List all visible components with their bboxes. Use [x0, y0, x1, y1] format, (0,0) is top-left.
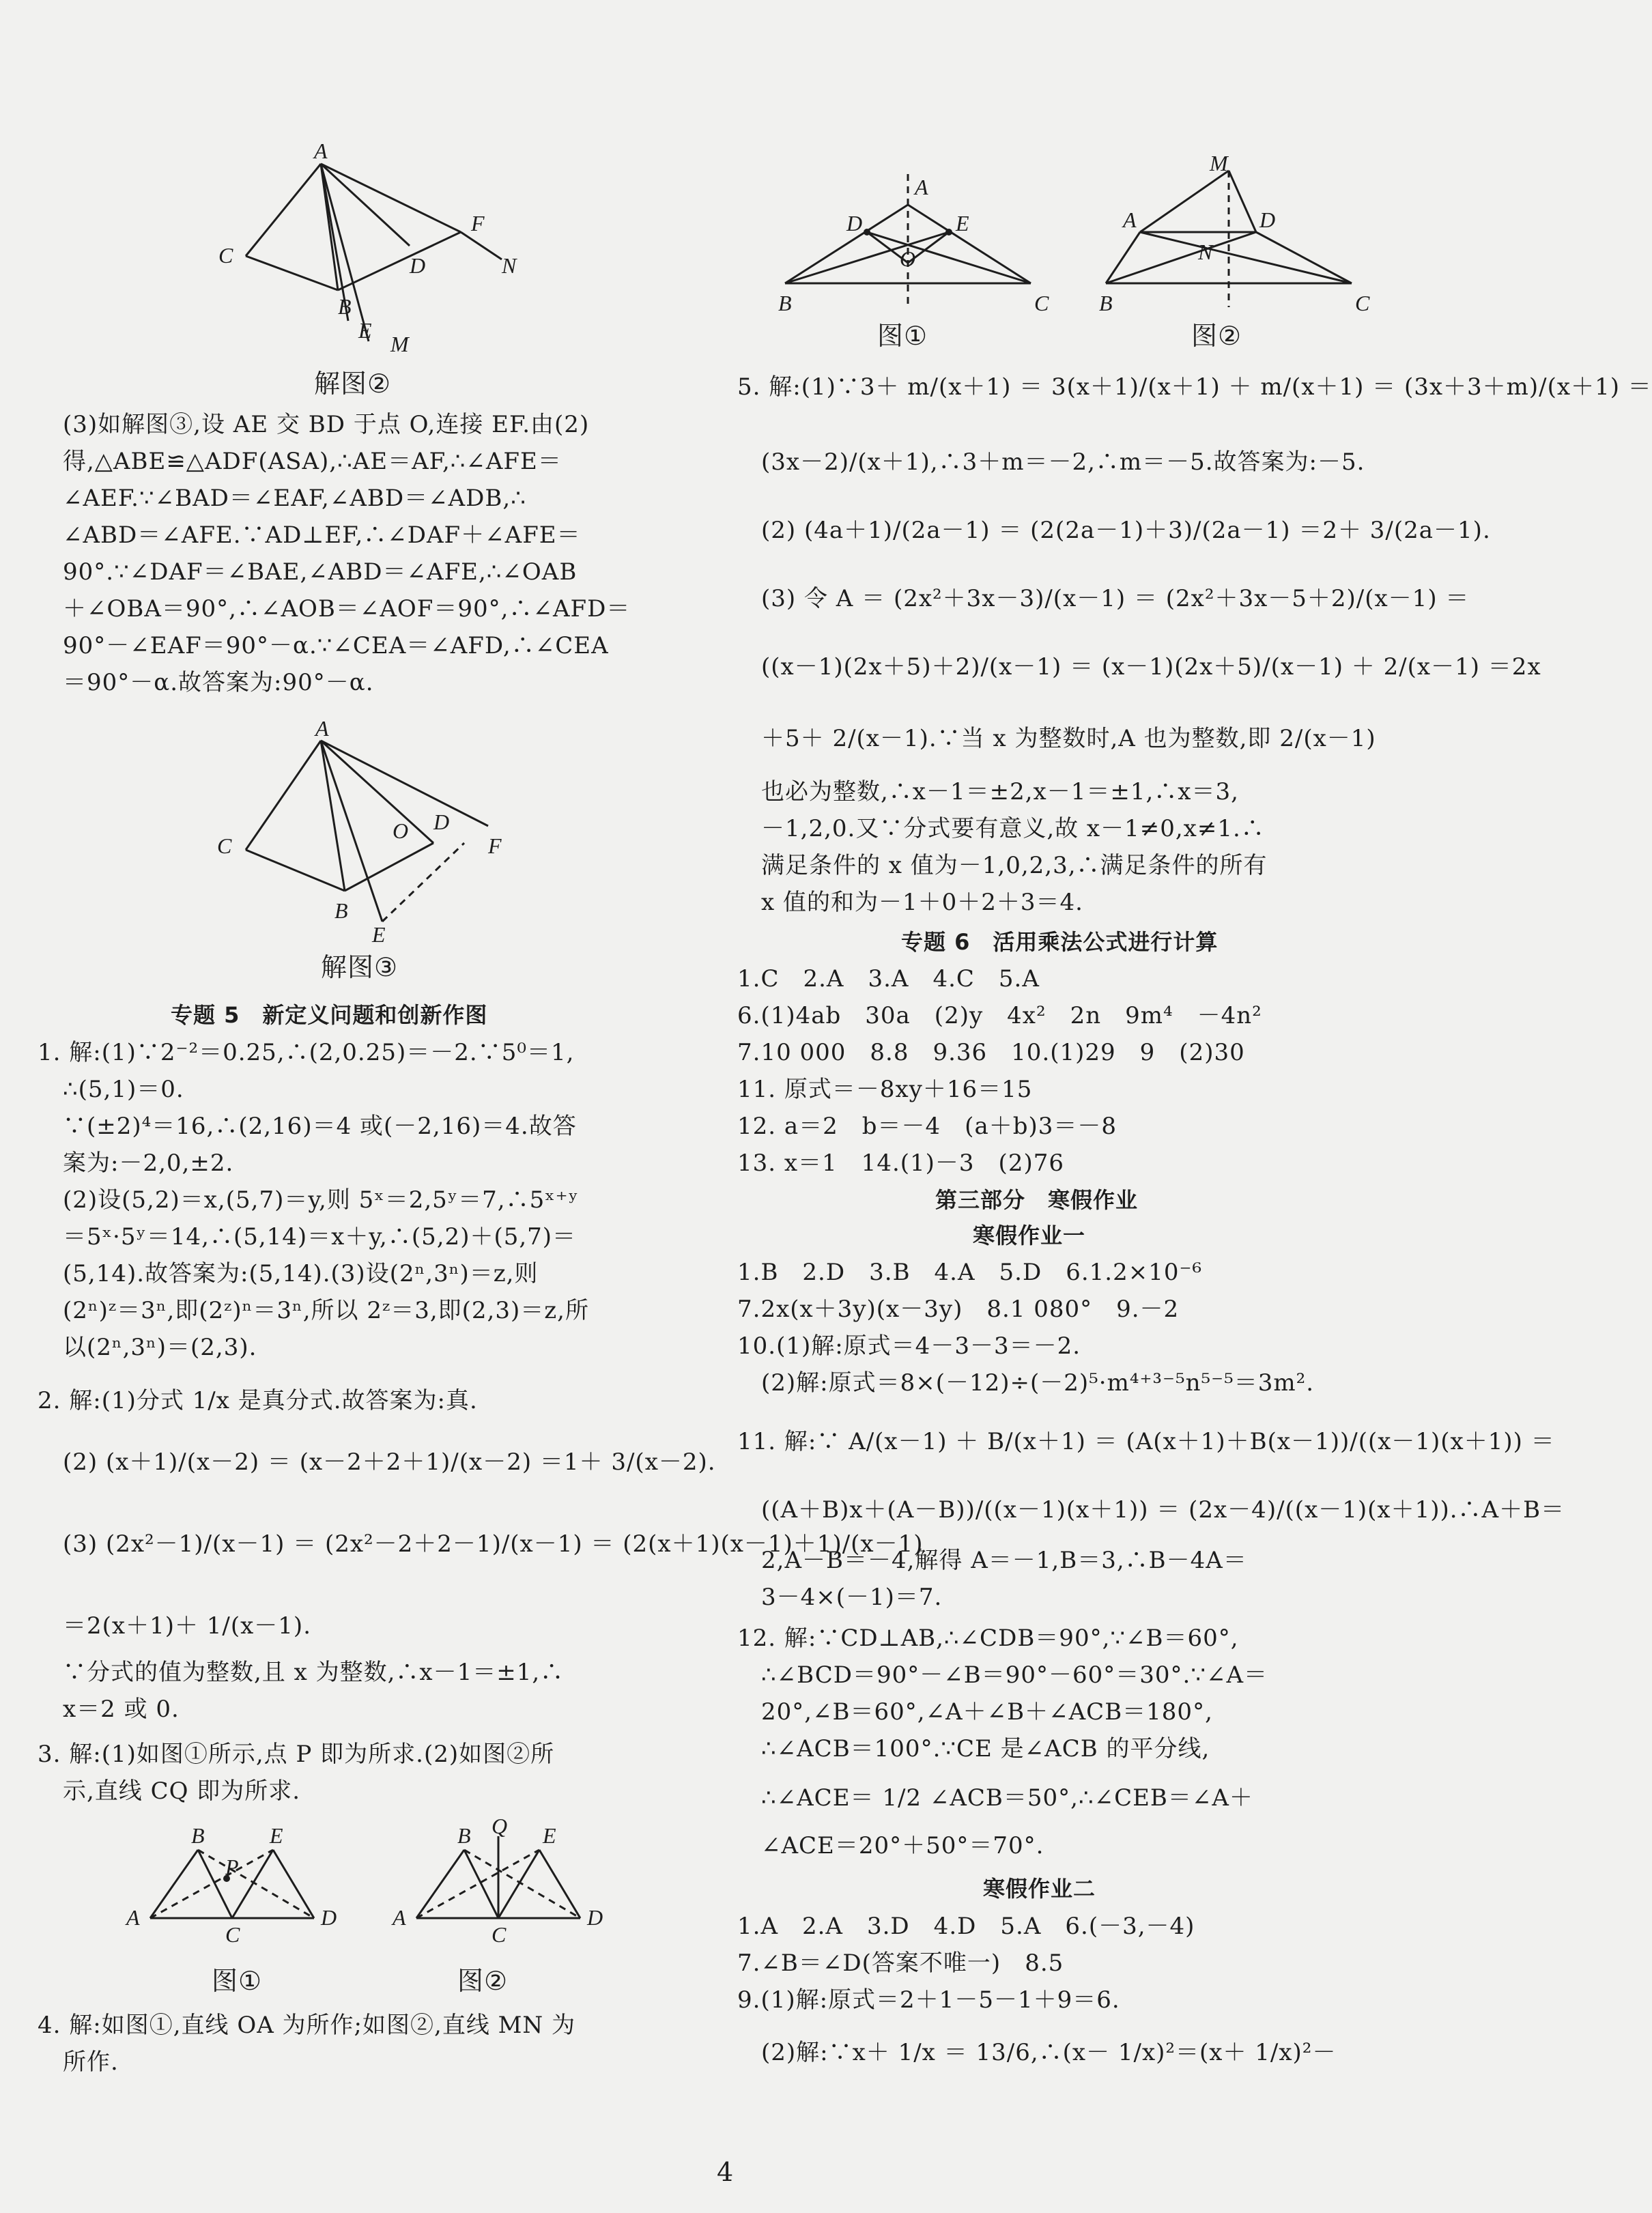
- fig-label: C: [492, 1922, 507, 1947]
- fig-label: D: [410, 253, 426, 278]
- fig-label: C: [1034, 291, 1049, 315]
- text-line: 12. 解:∵CD⊥AB,∴∠CDB＝90°,∵∠B＝60°,: [737, 1625, 1239, 1652]
- section-title: 寒假作业一: [973, 1223, 1086, 1248]
- text-line: (2)解:原式＝8×(－12)÷(－2)⁵·m⁴⁺³⁻⁵n⁵⁻⁵＝3m².: [761, 1369, 1315, 1397]
- fig-label: E: [956, 211, 969, 235]
- fig-label: F: [488, 833, 502, 858]
- text-line: 11. 原式＝－8xy＋16＝15: [737, 1076, 1033, 1103]
- text-line: 2. 解:(1)分式 1/x 是真分式.故答案为:真.: [38, 1387, 478, 1414]
- figure-q3-2: [389, 1814, 635, 1959]
- fig-label: P: [225, 1855, 239, 1879]
- text-line: 1. 解:(1)∵2⁻²＝0.25,∴(2,0.25)＝－2.∵5⁰＝1,: [38, 1039, 575, 1066]
- fig-label: M: [1210, 151, 1228, 175]
- text-line: ∴(5,1)＝0.: [63, 1076, 184, 1103]
- text-line: 7.10 000 8.8 9.36 10.(1)29 9 (2)30: [737, 1039, 1245, 1066]
- text-line: ∵分式的值为整数,且 x 为整数,∴x－1＝±1,∴: [63, 1659, 565, 1686]
- fig-label: O: [393, 818, 409, 843]
- text-line: 得,△ABE≌△ADF(ASA),∴AE＝AF,∴∠AFE＝: [63, 448, 562, 475]
- text-line: (3) 令 A ＝ (2x²＋3x－3)/(x－1) ＝ (2x²＋3x－5＋2)/(x－1) ＝: [761, 585, 1470, 612]
- figure-caption: 解图②: [314, 369, 392, 399]
- text-line: (3x－2)/(x＋1),∴3＋m＝－2,∴m＝－5.故答案为:－5.: [761, 448, 1365, 476]
- text-line: ∴∠ACE＝ 1/2 ∠ACB＝50°,∴∠CEB＝∠A＋: [761, 1784, 1253, 1812]
- text-line: 2,A－B＝－4,解得 A＝－1,B＝3,∴B－4A＝: [761, 1547, 1247, 1574]
- fig-label: M: [390, 332, 409, 356]
- text-line: ∠ACE＝20°＋50°＝70°.: [761, 1832, 1044, 1859]
- fig-label: C: [218, 243, 233, 268]
- text-line: ＝90°－α.故答案为:90°－α.: [63, 669, 374, 696]
- text-line: 12. a＝2 b＝－4 (a＋b)3＝－8: [737, 1113, 1117, 1140]
- figure-right-2: [1065, 151, 1393, 324]
- figure-solution-3: [198, 717, 567, 949]
- section-title: 寒假作业二: [983, 1876, 1096, 1902]
- text-line: x＝2 或 0.: [63, 1696, 180, 1723]
- fig-label: D: [587, 1905, 603, 1930]
- fig-label: E: [372, 922, 386, 947]
- fig-label: A: [314, 139, 328, 163]
- text-line: ＋5＋ 2/(x－1).∵当 x 为整数时,A 也为整数,即 2/(x－1): [761, 725, 1376, 752]
- text-line: 20°,∠B＝60°,∠A＋∠B＋∠ACB＝180°,: [761, 1698, 1213, 1726]
- text-line: ((A＋B)x＋(A－B))/((x－1)(x＋1)) ＝ (2x－4)/((x－1)(x＋1)).∴A＋B＝: [761, 1496, 1565, 1524]
- fig-label: Q: [492, 1814, 508, 1838]
- right-column: [737, 0, 1652, 2184]
- text-line: ＝2(x＋1)＋ 1/(x－1).: [63, 1612, 312, 1640]
- text-line: 6.(1)4ab 30a (2)y 4x² 2n 9m⁴ －4n²: [737, 1002, 1262, 1029]
- text-line: 4. 解:如图①,直线 OA 为所作;如图②,直线 MN 为: [38, 2012, 575, 2039]
- text-line: ∴∠ACB＝100°.∵CE 是∠ACB 的平分线,: [761, 1735, 1210, 1762]
- section-title: 第三部分 寒假作业: [935, 1187, 1139, 1213]
- fig-label: O: [900, 246, 916, 271]
- text-line: (3) (2x²－1)/(x－1) ＝ (2x²－2＋2－1)/(x－1) ＝ (2(x＋1)(x－1)＋1)/(x－1): [63, 1530, 924, 1558]
- text-line: (2ⁿ)ᶻ＝3ⁿ,即(2ᶻ)ⁿ＝3ⁿ,所以 2ᶻ＝3,即(2,3)＝z,所: [63, 1297, 589, 1324]
- fig-label: N: [1198, 240, 1213, 264]
- fig-label: A: [1123, 208, 1137, 232]
- text-line: ∠AEF.∵∠BAD＝∠EAF,∠ABD＝∠ADB,∴: [63, 485, 526, 512]
- fig-label: A: [315, 716, 329, 741]
- figure-caption: 图①: [212, 1966, 263, 1996]
- fig-label: D: [846, 211, 863, 235]
- text-line: ((x－1)(2x＋5)＋2)/(x－1) ＝ (x－1)(2x＋5)/(x－1) ＋ 2/(x－1) ＝2x: [761, 653, 1541, 681]
- text-line: 90°－∠EAF＝90°－α.∵∠CEA＝∠AFD,∴∠CEA: [63, 632, 609, 659]
- text-line: 9.(1)解:原式＝2＋1－5－1＋9＝6.: [737, 1986, 1120, 2014]
- text-line: 1.A 2.A 3.D 4.D 5.A 6.(－3,－4): [737, 1913, 1195, 1940]
- page-number: 4: [717, 2157, 734, 2187]
- figure-caption: 解图③: [321, 952, 399, 982]
- text-line: (2)设(5,2)＝x,(5,7)＝y,则 5ˣ＝2,5ʸ＝7,∴5ˣ⁺ʸ: [63, 1186, 579, 1214]
- text-line: (3)如解图③,设 AE 交 BD 于点 O,连接 EF.由(2): [63, 411, 590, 438]
- figure-caption: 图②: [457, 1966, 509, 1996]
- text-line: 11. 解:∵ A/(x－1) ＋ B/(x＋1) ＝ (A(x＋1)＋B(x－1))/((x－1)(x＋1)) ＝: [737, 1428, 1555, 1455]
- section-title: 专题 6 活用乘法公式进行计算: [901, 929, 1219, 955]
- section-title: 专题 5 新定义问题和创新作图: [171, 1002, 488, 1028]
- text-line: (2) (x＋1)/(x－2) ＝ (x－2＋2＋1)/(x－2) ＝1＋ 3/(x－2).: [63, 1448, 716, 1476]
- text-line: x 值的和为－1＋0＋2＋3＝4.: [761, 889, 1083, 916]
- text-line: 7.∠B＝∠D(答案不唯一) 8.5: [737, 1950, 1064, 1977]
- text-line: ∴∠BCD＝90°－∠B＝90°－60°＝30°.∵∠A＝: [761, 1661, 1268, 1689]
- text-line: ＋∠OBA＝90°,∴∠AOB＝∠AOF＝90°,∴∠AFD＝: [63, 595, 631, 623]
- figure-q3-1: [123, 1823, 369, 1959]
- fig-label: B: [338, 294, 352, 319]
- text-line: 1.B 2.D 3.B 4.A 5.D 6.1.2×10⁻⁶: [737, 1259, 1203, 1286]
- fig-label: C: [1355, 291, 1370, 315]
- fig-label: E: [543, 1823, 556, 1848]
- fig-label: A: [915, 175, 928, 199]
- text-line: 也必为整数,∴x－1＝±2,x－1＝±1,∴x＝3,: [761, 778, 1239, 805]
- fig-label: F: [471, 211, 485, 235]
- fig-label: B: [191, 1823, 205, 1848]
- figure-right-1: [751, 164, 1079, 328]
- figure-solution-2: [212, 139, 567, 362]
- text-line: 所作.: [63, 2048, 119, 2076]
- text-line: 7.2x(x＋3y)(x－3y) 8.1 080° 9.－2: [737, 1296, 1180, 1323]
- text-line: 90°.∵∠DAF＝∠BAE,∠ABD＝∠AFE,∴∠OAB: [63, 558, 578, 586]
- text-line: 13. x＝1 14.(1)－3 (2)76: [737, 1150, 1064, 1177]
- fig-label: D: [1259, 208, 1276, 232]
- text-line: 3－4×(－1)＝7.: [761, 1584, 943, 1611]
- text-line: 案为:－2,0,±2.: [63, 1150, 234, 1177]
- text-line: (5,14).故答案为:(5,14).(3)设(2ⁿ,3ⁿ)＝z,则: [63, 1260, 539, 1287]
- fig-label: B: [1099, 291, 1113, 315]
- text-line: 1.C 2.A 3.A 4.C 5.A: [737, 965, 1040, 993]
- fig-label: B: [334, 898, 348, 923]
- fig-label: A: [393, 1905, 406, 1930]
- text-line: －1,2,0.又∵分式要有意义,故 x－1≠0,x≠1.∴: [761, 815, 1265, 842]
- figure-caption: 图②: [1191, 321, 1242, 351]
- fig-label: E: [358, 318, 372, 343]
- fig-label: N: [502, 253, 517, 278]
- fig-label: B: [457, 1823, 471, 1848]
- text-line: 5. 解:(1)∵3＋ m/(x＋1) ＝ 3(x＋1)/(x＋1) ＋ m/(x＋1) ＝ (3x＋3＋m)/(x＋1) ＝: [737, 373, 1652, 401]
- text-line: 以(2ⁿ,3ⁿ)＝(2,3).: [63, 1334, 257, 1361]
- fig-label: C: [217, 833, 232, 858]
- fig-label: A: [126, 1905, 140, 1930]
- text-line: 示,直线 CQ 即为所求.: [63, 1777, 301, 1805]
- text-line: (2)解:∵x＋ 1/x ＝ 13/6,∴(x－ 1/x)²＝(x＋ 1/x)²－: [761, 2039, 1337, 2066]
- fig-label: B: [778, 291, 792, 315]
- text-line: (2) (4a＋1)/(2a－1) ＝ (2(2a－1)＋3)/(2a－1) ＝2＋ 3/(2a－1).: [761, 517, 1491, 544]
- text-line: ∵(±2)⁴＝16,∴(2,16)＝4 或(－2,16)＝4.故答: [63, 1113, 577, 1140]
- text-line: ＝5ˣ·5ʸ＝14,∴(5,14)＝x＋y,∴(5,2)＋(5,7)＝: [63, 1223, 577, 1251]
- text-line: 3. 解:(1)如图①所示,点 P 即为所求.(2)如图②所: [38, 1741, 555, 1768]
- fig-label: D: [433, 810, 450, 834]
- text-line: 满足条件的 x 值为－1,0,2,3,∴满足条件的所有: [761, 852, 1268, 879]
- text-line: 10.(1)解:原式＝4－3－3＝－2.: [737, 1332, 1081, 1360]
- fig-label: E: [270, 1823, 283, 1848]
- text-line: ∠ABD＝∠AFE.∵AD⊥EF,∴∠DAF＋∠AFE＝: [63, 522, 581, 549]
- fig-label: D: [321, 1905, 337, 1930]
- figure-caption: 图①: [877, 321, 928, 351]
- fig-label: C: [225, 1922, 240, 1947]
